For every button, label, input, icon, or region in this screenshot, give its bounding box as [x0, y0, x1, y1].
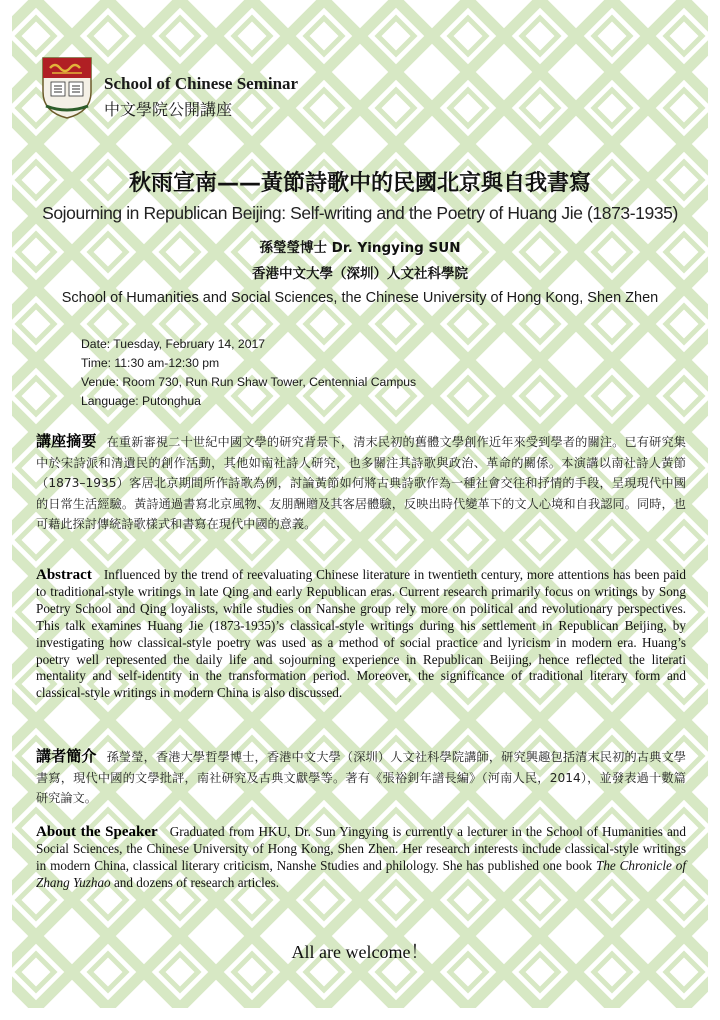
bio-en-body-start: Graduated from HKU, Dr. Sun Yingying is currently a lecturer in the School of Humanities and Social Sciences, the Chinese University of Hong Kong, Shen Zhen. Her research interests include classical-style writings in modern China, classical literary criticism, Nanshe Studies and philology. She has published one book — [36, 824, 686, 873]
event-venue: Venue: Room 730, Run Run Shaw Tower, Centennial Campus — [81, 375, 417, 389]
abstract-zh-section — [36, 431, 686, 535]
bio-en-body-end: and dozens of research articles. — [110, 874, 280, 890]
event-details — [81, 335, 416, 411]
abstract-en-body: Influenced by the trend of reevaluating Chinese literature in twentieth century, more attentions has been paid to traditional-style writings in late Qing and early Republican eras. Current research primarily focus on writings by Song Poetry School and Qing loyalists, while studies on Nanshe group rely more on political and revolutionary perspectives. This talk examines Huang Jie (1873-1935)’s classical-style writings during his settlement in Republican Beijing, by investigating how classical-style poetry was used as a method of social practice and lyricism in modern era. Huang’s poetry well represented the daily life and sojourning experience in Republican Beijing, hence reflected the literati mentality and self-identity in the transformation period. Moreover, the significance of traditional literary form and classical-style writings in modern China is also discussed. — [36, 567, 686, 701]
event-date: Date: Tuesday, February 14, 2017 — [81, 337, 266, 351]
university-crest-logo — [40, 56, 94, 120]
bio-en-section — [36, 824, 686, 892]
bio-zh-heading: 講者簡介 — [36, 747, 97, 765]
speaker-affiliation-zh: 香港中文大學（深圳）人文社科學院 — [252, 266, 468, 282]
event-language: Language: Putonghua — [81, 394, 201, 408]
abstract-zh-body: 在重新審視二十世紀中國文學的研究背景下，清末民初的舊體文學創作近年來受到學者的關注。已有研究集中於宋詩派和清遺民的創作活動，其他如南社詩人研究，也多關注其詩歌與政治、革命的關係。本演講以南社詩人黃節（1873–1935）客居北京期間所作詩歌為例，討論黃節如何將古典詩歌作為一種社會交往和抒情的手段，呈現現代中國的日常生活經驗。黃詩通過書寫北京風物、友朋酬贈及其客居體驗，反映出時代變革下的文人心境和自我認同。同時，也可藉此探討傳統詩歌樣式和書寫在現代中國的意義。 — [36, 435, 686, 531]
speaker-name: 孫瑩瑩博士 Dr. Yingying SUN — [259, 240, 461, 256]
seminar-series-title-en: School of Chinese Seminar — [104, 74, 299, 93]
talk-title-zh: 秋雨宣南——黃節詩歌中的民國北京與自我書寫 — [128, 171, 591, 196]
book-title: The Chronicle of Zhang Yuzhao — [36, 857, 687, 890]
bio-zh-body: 孫瑩瑩，香港大學哲學博士，香港中文大學（深圳）人文社科學院講師，研究興趣包括清末民初的古典文學書寫，現代中國的文學批評，南社研究及古典文獻學等。著有《張裕釗年譜長編》（河南人民，2014），並發表過十數篇研究論文。 — [36, 750, 686, 805]
seminar-series-title-zh: 中文學院公開講座 — [104, 100, 233, 119]
abstract-en-heading: Abstract — [36, 567, 92, 583]
event-time: Time: 11:30 am-12:30 pm — [81, 356, 220, 370]
bio-en-heading: About the Speaker — [36, 824, 158, 840]
welcome-message: All are welcome！ — [291, 942, 429, 962]
talk-title-en: Sojourning in Republican Beijing: Self-writing and the Poetry of Huang Jie (1873-1935) — [42, 203, 678, 223]
abstract-en-section — [36, 567, 686, 702]
bio-zh-section — [36, 746, 686, 809]
speaker-affiliation-en: School of Humanities and Social Sciences, the Chinese University of Hong Kong, Shen Zhen — [61, 290, 659, 306]
abstract-zh-heading: 講座摘要 — [36, 432, 97, 450]
